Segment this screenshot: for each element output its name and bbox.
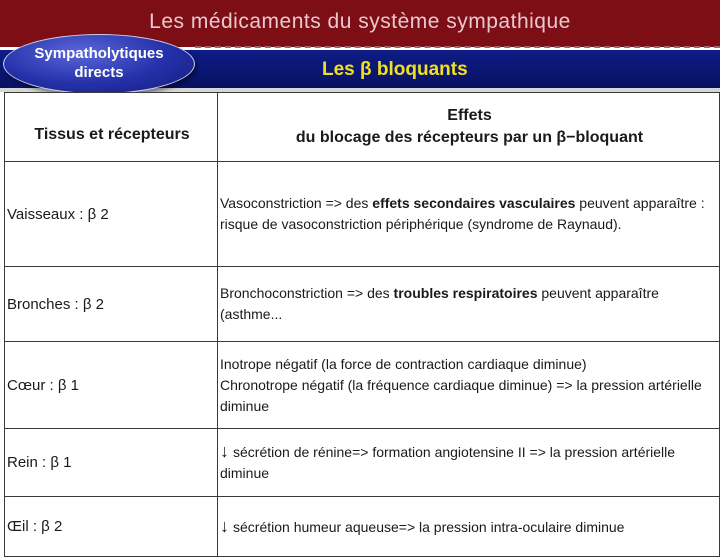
tissue-cell: Rein : β 1 bbox=[5, 429, 218, 497]
tissue-cell: Vaisseaux : β 2 bbox=[5, 162, 218, 267]
effect-text: sécrétion humeur aqueuse=> la pression intra-oculaire diminue bbox=[233, 518, 625, 535]
table-row bbox=[5, 162, 720, 267]
effect-text: risque de vasoconstriction périphérique (syndrome de Raynaud). bbox=[220, 216, 622, 232]
badge-line-2: directs bbox=[74, 64, 124, 81]
divider bbox=[195, 46, 720, 48]
effect-cell bbox=[218, 497, 720, 557]
effect-text: sécrétion de rénine=> formation angiotensine II => la pression artérielle bbox=[233, 444, 676, 460]
table-header-row bbox=[5, 93, 720, 162]
down-arrow-icon: ↓ bbox=[220, 515, 229, 536]
effect-cell bbox=[218, 342, 720, 429]
effect-text: Chronotrope négatif (la fréquence cardiaque diminue) => la pression artérielle bbox=[220, 376, 702, 393]
table-row bbox=[5, 342, 720, 429]
table-row bbox=[5, 429, 720, 497]
tissue-cell: Bronches : β 2 bbox=[5, 267, 218, 342]
effect-text: diminue bbox=[220, 397, 270, 414]
slide-subtitle: Les β bloquants bbox=[322, 59, 468, 80]
effect-bold-text: troubles respiratoires bbox=[393, 285, 538, 301]
tissue-cell: Œil : β 2 bbox=[5, 497, 218, 557]
header-effects-line-2: du blocage des récepteurs par un β−bloquant bbox=[295, 129, 644, 146]
effect-text: Vasoconstriction => des bbox=[220, 195, 373, 211]
table-row bbox=[5, 267, 720, 342]
table-row bbox=[5, 497, 720, 557]
effect-cell bbox=[218, 162, 720, 267]
header-effects-line-1: Effets bbox=[447, 107, 492, 124]
effect-text: Bronchoconstriction => des bbox=[220, 285, 394, 301]
effects-table bbox=[4, 92, 720, 557]
effect-text: diminue bbox=[220, 465, 270, 481]
down-arrow-icon: ↓ bbox=[220, 441, 229, 461]
header-tissues: Tissus et récepteurs bbox=[5, 93, 218, 162]
effect-cell bbox=[218, 267, 720, 342]
effect-text: peuvent apparaître (asthme... bbox=[220, 285, 659, 322]
tissue-cell: Cœur : β 1 bbox=[5, 342, 218, 429]
header-effects bbox=[218, 93, 720, 162]
effect-text: peuvent apparaître : bbox=[575, 195, 705, 211]
category-badge bbox=[3, 34, 195, 94]
effect-bold-text: effets secondaires vasculaires bbox=[372, 195, 576, 211]
effect-cell bbox=[218, 429, 720, 497]
badge-line-1: Sympatholytiques bbox=[34, 45, 164, 62]
slide-title: Les médicaments du système sympathique bbox=[149, 10, 571, 33]
effect-text: Inotrope négatif (la force de contraction cardiaque diminue) bbox=[220, 355, 587, 372]
